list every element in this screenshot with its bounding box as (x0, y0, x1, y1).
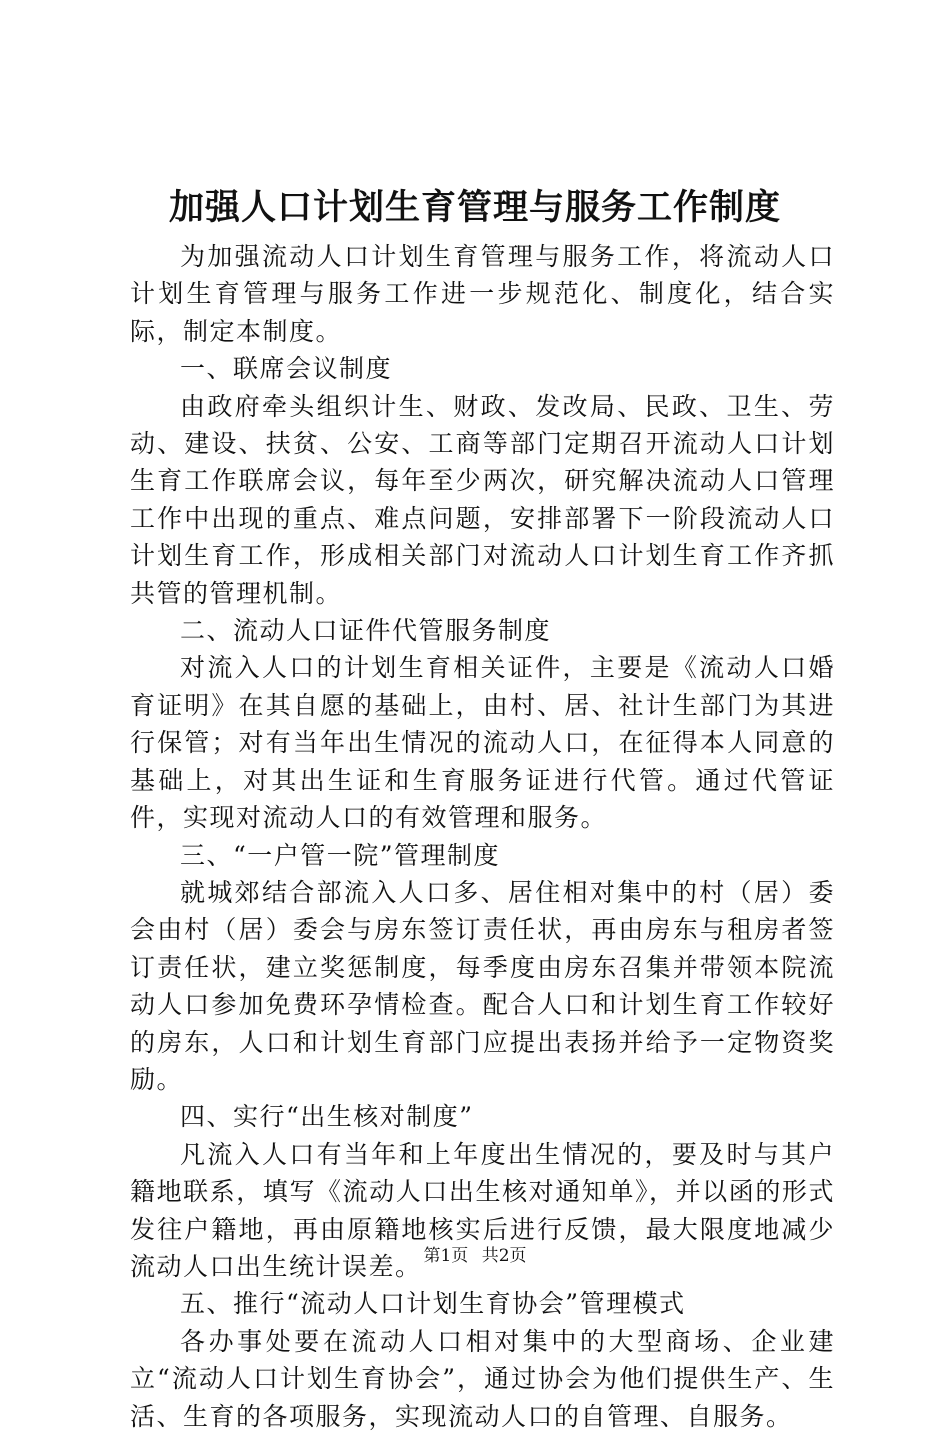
section-paragraph: 各办事处要在流动人口相对集中的大型商场、企业建立“流动人口计划生育协会”，通过协会为他们提供生产、生活、生育的各项服务，实现流动人口的自管理、自服务。 (130, 1326, 835, 1431)
section-heading: 一、联席会议制度 (180, 354, 393, 384)
page-number: 第1页 (423, 1246, 469, 1266)
intro-paragraph: 为加强流动人口计划生育管理与服务工作，将流动人口计划生育管理与服务工作进一步规范化、制度化，结合实际，制定本制度。 (130, 242, 835, 346)
section-heading: 四、实行“出生核对制度” (180, 1102, 474, 1132)
section-paragraph: 就城郊结合部流入人口多、居住相对集中的村（居）委会由村（居）委会与房东签订责任状，再由房东与租房者签订责任状，建立奖惩制度，每季度由房东召集并带领本院流动人口参加免费环孕情检查。配合人口和计划生育工作较好的房东，人口和计划生育部门应提出表扬并给予一定物资奖励。 (130, 877, 835, 1094)
page-footer (0, 1244, 950, 1268)
section-paragraph: 凡流入人口有当年和上年度出生情况的，要及时与其户籍地联系，填写《流动人口出生核对通知单》，并以函的形式发往户籍地，再由原籍地核实后进行反馈，最大限度地减少流动人口出生统计误差。 (130, 1139, 835, 1281)
section-paragraph: 对流入人口的计划生育相关证件，主要是《流动人口婚育证明》在其自愿的基础上，由村、居、社计生部门为其进行保管；对有当年出生情况的流动人口，在征得本人同意的基础上，对其出生证和生育服务证进行代管。通过代管证件，实现对流动人口的有效管理和服务。 (130, 653, 835, 833)
page-total: 共2页 (481, 1246, 527, 1266)
section-heading: 二、流动人口证件代管服务制度 (180, 616, 552, 646)
section-paragraph: 由政府牵头组织计生、财政、发改局、民政、卫生、劳动、建设、扶贫、公安、工商等部门定期召开流动人口计划生育工作联席会议，每年至少两次，研究解决流动人口管理工作中出现的重点、难点问题，安排部署下一阶段流动人口计划生育工作，形成相关部门对流动人口计划生育工作齐抓共管的管理机制。 (130, 391, 835, 608)
section-heading: 三、“一户管一院”管理制度 (180, 840, 501, 870)
document-title: 加强人口计划生育管理与服务工作制度 (168, 187, 781, 228)
section-heading: 五、推行“流动人口计划生育协会”管理模式 (180, 1289, 686, 1319)
